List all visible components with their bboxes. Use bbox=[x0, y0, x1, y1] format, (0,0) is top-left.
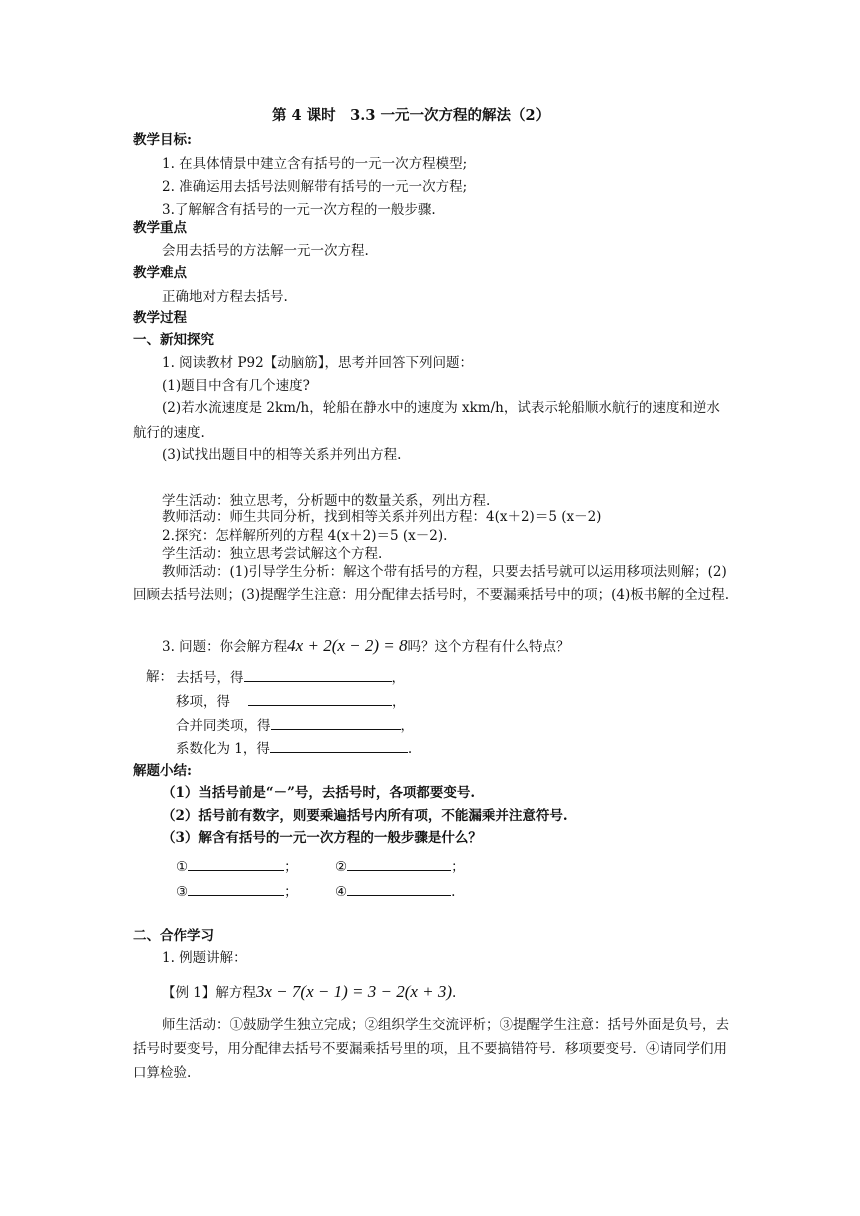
step-end: ， bbox=[392, 694, 406, 710]
solution-label: 解： bbox=[146, 669, 173, 685]
question-3: (3)试找出题目中的相等关系并列出方程. bbox=[162, 447, 402, 463]
solution-step bbox=[176, 716, 414, 735]
step-end: ； bbox=[284, 884, 298, 900]
step-marker: ① bbox=[176, 859, 189, 875]
answer-blank bbox=[188, 882, 284, 896]
answer-blank bbox=[248, 692, 392, 706]
section1-intro: 1. 阅读教材 P92【动脑筋】，思考并回答下列问题： bbox=[162, 355, 473, 371]
section1-heading: 一、新知探究 bbox=[133, 332, 214, 348]
step-label: 移项，得 bbox=[176, 694, 230, 710]
key-point-text: 会用去括号的方法解一元一次方程. bbox=[162, 243, 369, 259]
answer-blank bbox=[270, 739, 408, 753]
answer-blank bbox=[271, 716, 401, 730]
step-label: 系数化为 1，得 bbox=[176, 741, 270, 757]
question-1: (1)题目中含有几个速度? bbox=[162, 378, 310, 394]
page-title: 第 4 课时 3.3 一元一次方程的解法（2） bbox=[272, 107, 551, 124]
solution-step bbox=[176, 739, 412, 758]
section2-heading: 二、合作学习 bbox=[133, 928, 214, 944]
step-marker: ③ bbox=[176, 884, 189, 900]
step-end: ， bbox=[391, 670, 405, 686]
problem-3-prefix: 3. 问题：你会解方程 bbox=[162, 639, 288, 655]
example-suffix: . bbox=[452, 985, 457, 1001]
answer-blank bbox=[347, 857, 451, 871]
step-end: . bbox=[407, 741, 413, 757]
step-marker: ④ bbox=[335, 884, 348, 900]
example-equation: 3x − 7(x − 1) = 3 − 2(x + 3) bbox=[255, 982, 453, 1001]
student-activity: 学生活动：独立思考尝试解这个方程. bbox=[162, 546, 383, 562]
summary-point: （2）括号前有数字，则要乘遍括号内所有项，不能漏乘并注意符号. bbox=[162, 808, 568, 824]
step-marker: ② bbox=[335, 859, 348, 875]
step-blank-2 bbox=[335, 857, 465, 876]
step-end: ； bbox=[284, 859, 298, 875]
section2-intro: 1. 例题讲解： bbox=[162, 950, 247, 966]
solution-step bbox=[176, 668, 405, 687]
summary-point: （1）当括号前是“－”号，去括号时，各项都要变号. bbox=[162, 785, 476, 801]
step-end: . bbox=[451, 884, 456, 900]
step-label: 合并同类项，得 bbox=[176, 718, 271, 734]
key-point-heading: 教学重点 bbox=[133, 220, 187, 236]
goal-item: 1. 在具体情景中建立含有括号的一元一次方程模型; bbox=[162, 156, 468, 172]
teacher-student-activity: 师生活动：①鼓励学生独立完成；②组织学生交流评析；③提醒学生注意：括号外面是负号，去括号时要变号，用分配律去括号不要漏乘括号里的项，且不要搞错符号．移项要变号．④请同学们用口算检验. bbox=[133, 1017, 729, 1081]
step-end: ， bbox=[400, 718, 414, 734]
answer-blank bbox=[347, 882, 451, 896]
step-blank-1 bbox=[176, 857, 298, 876]
step-end: ； bbox=[451, 859, 465, 875]
difficulty-heading: 教学难点 bbox=[133, 265, 187, 281]
explore-text: 2.探究：怎样解所列的方程 4(x＋2)＝5 (x－2). bbox=[162, 528, 448, 544]
step-label: 去括号，得 bbox=[176, 670, 244, 686]
process-heading: 教学过程 bbox=[133, 310, 187, 326]
problem-3-suffix: 吗？这个方程有什么特点？ bbox=[407, 639, 570, 655]
step-blank-4 bbox=[335, 882, 455, 901]
question-2: (2)若水流速度是 2km/h，轮船在静水中的速度为 xkm/h，试表示轮船顺水航行的速度和逆水航行的速度. bbox=[133, 400, 720, 441]
example-1 bbox=[162, 980, 456, 1005]
summary-point: （3）解含有括号的一元一次方程的一般步骤是什么？ bbox=[162, 830, 482, 846]
teacher-activity-detail: 教师活动：(1)引导学生分析：解这个带有括号的方程，只要去括号就可以运用移项法则解；(2)回顾去括号法则；(3)提醒学生注意：用分配律去括号时，不要漏乘括号中的项；(4)板书解的全过程. bbox=[133, 564, 730, 603]
difficulty-text: 正确地对方程去括号. bbox=[162, 289, 288, 305]
student-activity: 学生活动：独立思考，分析题中的数量关系，列出方程. bbox=[162, 493, 491, 509]
teacher-activity: 教师活动：师生共同分析，找到相等关系并列出方程：4(x＋2)＝5 (x－2) bbox=[162, 509, 602, 525]
goal-item: 2. 准确运用去括号法则解带有括号的一元一次方程; bbox=[162, 179, 468, 195]
answer-blank bbox=[244, 668, 392, 682]
answer-blank bbox=[188, 857, 284, 871]
goal-item: 3.了解解含有括号的一元一次方程的一般步骤. bbox=[162, 202, 436, 218]
solution-step bbox=[176, 692, 406, 711]
goals-heading: 教学目标: bbox=[133, 132, 192, 148]
example-prefix: 【例 1】解方程 bbox=[162, 985, 256, 1001]
summary-heading: 解题小结: bbox=[133, 763, 192, 779]
problem-3-equation: 4x + 2(x − 2) = 8 bbox=[287, 636, 408, 655]
step-blank-3 bbox=[176, 882, 298, 901]
problem-3 bbox=[162, 634, 570, 659]
